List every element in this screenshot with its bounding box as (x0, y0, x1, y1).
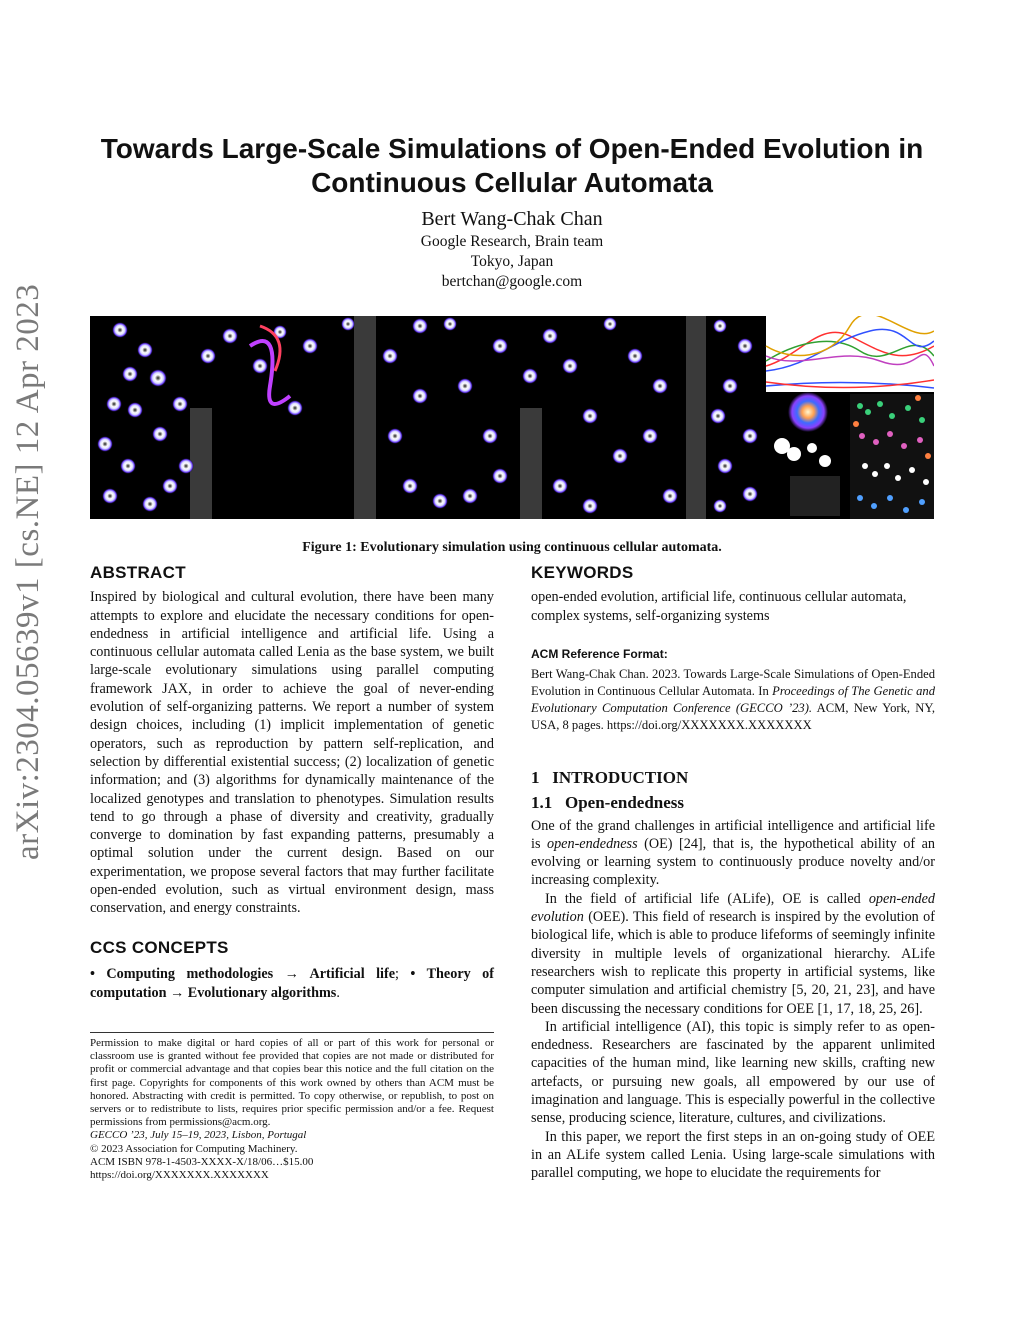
permission-doi: https://doi.org/XXXXXXX.XXXXXXX (90, 1169, 269, 1182)
intro-paragraph-3: In artificial intelligence (AI), this topic is simply refer to as open-endedness. Researchers are fascinated by the apparent unlimited capacities of the human mind, like learning new skills, crafting new artefacts, or pursuing new goals, all empowered by our use of imagination and language. This is especially powerful in the collective sense, producing science, literature, cultures, and civilizations. (531, 1018, 935, 1127)
acm-reference-heading: ACM Reference Format: (531, 647, 668, 661)
acm-reference-section (531, 645, 935, 734)
intro-paragraph-4: In this paper, we report the first steps in an on-going study of OEE in an ALife system called Lenia. Using large-scale simulations with parallel computing, we hope to elucidate the requirements for (531, 1128, 935, 1182)
subsection-number: 1.1 (531, 793, 553, 813)
ccs-concepts: • Computing methodologies → Artificial life; • Theory of computation → Evolutionary algorithms. (90, 966, 494, 1001)
ccs-item-2b: computation (90, 984, 167, 1001)
permission-venue: GECCO ’23, July 15–19, 2023, Lisbon, Portugal (90, 1129, 307, 1142)
abstract-heading: ABSTRACT (90, 563, 186, 582)
acm-ref-venue: Proceedings of The Genetic and Evolutionary Computation Conference (GECCO ’23). (531, 684, 935, 716)
intro-p2-part-b: (OEE). This field of research is inspired by the evolution of biological life, which is able to produce lifeforms of seemingly infinite diversity in multiple levels of organizational hierarchy. ALife researchers wish to replicate this property in artificial systems, like computer simulation and artificial chemistry [5, 20, 21, 23], and have been discussing the necessary conditions for OEE [1, 17, 18, 25, 26]. (531, 909, 935, 1017)
intro-paragraph-2 (531, 890, 935, 1018)
intro-p2-em: open-ended evolution (531, 890, 935, 926)
acm-ref-pre: Bert Wang-Chak Chan. 2023. Towards Large-Scale Simulations of Open-Ended Evolution in Continuous Cellular Automata. In (531, 667, 935, 699)
ccs-arrow-2: → (170, 984, 185, 1001)
ccs-heading: CCS CONCEPTS (90, 938, 229, 957)
introduction-heading-number: 1 (531, 768, 540, 787)
acm-reference-text (531, 666, 935, 734)
introduction-heading-text: INTRODUCTION (552, 768, 689, 787)
paper-title (90, 132, 934, 200)
ccs-section (90, 939, 494, 1002)
intro-p1-part-b: (OE) [24], that is, the hypothetical ability of an evolving or learning system to continuously produce novelty and/or increasing complexity. (531, 835, 935, 889)
keywords-heading: KEYWORDS (531, 563, 634, 582)
title-line-2: Continuous Cellular Automata (311, 167, 713, 198)
keywords-section (531, 564, 935, 625)
ccs-item-1a: Computing methodologies (106, 966, 274, 983)
figure-caption: Figure 1: Evolutionary simulation using continuous cellular automata. (302, 540, 722, 555)
permission-isbn: ACM ISBN 978-1-4503-XXXX-X/18/06…$15.00 (90, 1155, 314, 1168)
author-affiliation: Google Research, Brain team (420, 233, 604, 250)
author-email: bertchan@google.com (441, 273, 583, 290)
ccs-bullet-1: • (90, 966, 95, 983)
author-location: Tokyo, Japan (470, 253, 554, 270)
figure-simulation-image (90, 316, 934, 519)
author-name: Bert Wang-Chak Chan (421, 208, 603, 230)
ccs-item-2c: Evolutionary algorithms (187, 984, 337, 1001)
title-line-1: Towards Large-Scale Simulations of Open-Ended Evolution in (100, 133, 924, 164)
ccs-bullet-2: • (410, 966, 416, 983)
simulation-graphic (90, 316, 934, 519)
acm-ref-post: ACM, New York, NY, USA, 8 pages. https://doi.org/XXXXXXX.XXXXXXX (531, 701, 935, 733)
intro-p2-part-a: In the field of artificial life (ALife), OE is called (545, 890, 869, 907)
footnote-rule (90, 1032, 494, 1033)
permission-text: Permission to make digital or hard copies of all or part of this work for personal or classroom use is granted without fee provided that copies are not made or distributed for profit or commercial advantage and that copies bear this notice and the full citation on the first page. Copyrights for components of this work owned by others than ACM must be honored. Abstracting with credit is permitted. To copy otherwise, or republish, to post on servers or to redistribute to lists, requires prior specific permission and/or a fee. Request permissions from permissions@acm.org. (90, 1037, 494, 1129)
intro-paragraph-1 (531, 817, 935, 890)
ccs-item-2a: Theory of (426, 966, 494, 983)
abstract-section (90, 564, 494, 918)
abstract-text: Inspired by biological and cultural evolution, there have been many attempts to explore and elucidate the necessary conditions for open-endedness in artificial intelligence and artificial life. Using a continuous cellular automata called Lenia as the base system, we built large-scale evolutionary simulations using parallel computing framework JAX, in order to achieve the goal of never-ending evolution of self-organizing patterns. We report a number of system design choices, including (1) implicit implementation of genetic operators, such as reproduction by pattern self-replication, and selection by differential existential success; (2) localization of genetic information; and (3) algorithms for dynamically maintenance of the localized genotypes and translation to phenotypes. Simulation results tend to go through a phase of diversity and creativity, gradually converge to domination by fast expanding patterns, presumably a optimal solution under the current design. Based on our experimentation, we propose several factors that may further facilitate open-ended evolution, such as virtual environment design, mass conservation, and energy constraints. (90, 589, 494, 917)
intro-p1-em: open-endedness (546, 835, 638, 852)
introduction-heading (531, 769, 935, 787)
ccs-item-1b: Artificial life (309, 966, 395, 983)
arxiv-sidebar-id: arXiv:2304.05639v1 [cs.NE] 12 Apr 2023 (10, 283, 46, 860)
intro-p1-part-a: One of the grand challenges in artificial intelligence and artificial life is (531, 817, 935, 852)
permission-block (90, 1037, 494, 1182)
open-endedness-heading (531, 794, 935, 812)
introduction-section (531, 769, 935, 1183)
subsection-title: Open-endedness (565, 793, 685, 813)
keywords-text: open-ended evolution, artificial life, continuous cellular automata, complex systems, self-organizing systems (531, 589, 907, 624)
permission-copyright: © 2023 Association for Computing Machinery. (90, 1142, 298, 1155)
ccs-arrow-1: → (284, 966, 299, 983)
